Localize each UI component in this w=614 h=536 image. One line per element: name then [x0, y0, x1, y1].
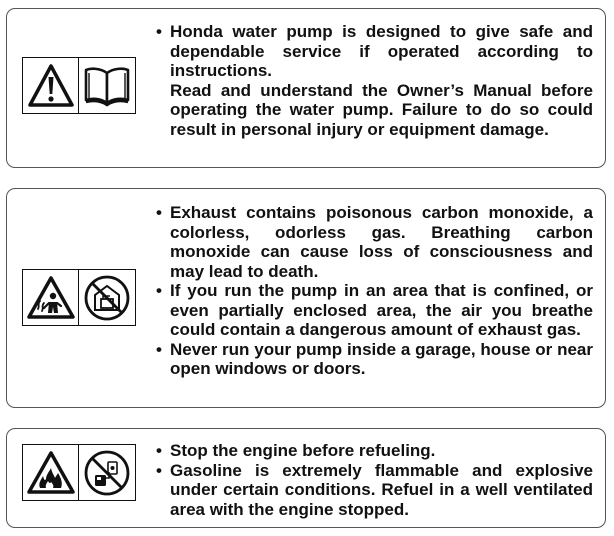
no-indoor-operation-icon [79, 269, 136, 326]
no-refuel-while-running-icon [79, 444, 136, 501]
bullet-item [156, 281, 593, 340]
icon-group [22, 269, 136, 326]
bullet-paragraph: • Honda water pump is designed to give safe and dependable service if operated according to instructions. [170, 22, 593, 80]
bullet-paragraph: • If you run the pump in an area that is confined, or even partially enclosed area, the air you breathe could contain a dangerous amount of exhaust gas. [170, 281, 593, 339]
fire-hazard-warning-icon [22, 444, 79, 501]
safety-panel-exhaust [6, 188, 606, 408]
safety-text-list [156, 203, 593, 379]
bullet-item [156, 22, 593, 139]
safety-text-list [156, 441, 593, 519]
icon-group [22, 444, 136, 501]
bullet-item [156, 461, 593, 520]
bullet-item [156, 340, 593, 379]
bullet-paragraph: • Exhaust contains poisonous carbon monoxide, a colorless, odorless gas. Breathing carbon monoxide can cause loss of consciousness and may lead to death. [170, 203, 593, 281]
bullet-paragraph: • Never run your pump inside a garage, house or near open windows or doors. [170, 339, 593, 378]
safety-panel-refueling [6, 428, 606, 528]
bullet-item [156, 441, 593, 461]
owners-manual-book-icon [79, 57, 136, 114]
toxic-fumes-warning-icon [22, 269, 79, 326]
warning-triangle-icon [22, 57, 79, 114]
icon-group [22, 57, 136, 114]
bullet-paragraph: Read and understand the Owner’s Manual before operating the water pump. Failure to do so could result in personal injury or equipment damage. [170, 80, 593, 139]
bullet-paragraph: • Stop the engine before refueling. [170, 441, 436, 460]
bullet-paragraph: • Gasoline is extremely flammable and explosive under certain conditions. Refuel in a well ventilated area with the engine stopped. [170, 460, 593, 519]
safety-panel-operation [6, 8, 606, 168]
bullet-item [156, 203, 593, 281]
safety-text-list [156, 22, 593, 139]
